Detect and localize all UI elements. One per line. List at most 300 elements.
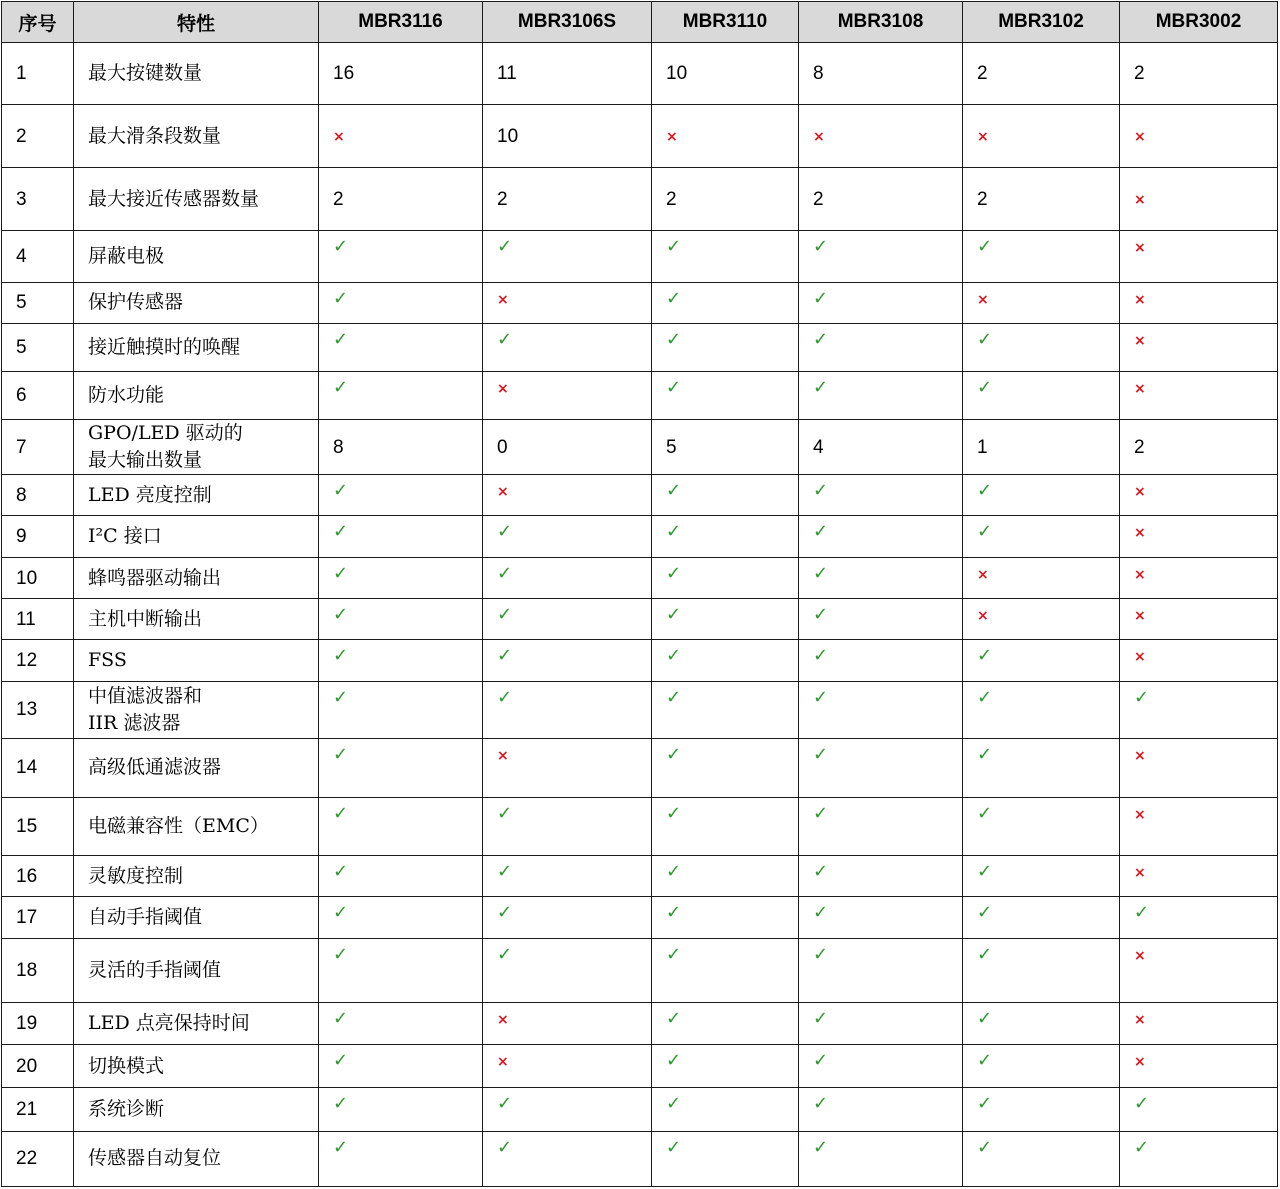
support-cell [652, 681, 799, 738]
check-icon: ✓ [497, 944, 513, 966]
cross-icon: × [1134, 525, 1146, 542]
table-row [2, 599, 1278, 640]
support-cell [483, 599, 652, 640]
cross-icon: × [1134, 567, 1146, 584]
check-icon: ✓ [497, 328, 513, 350]
check-icon: ✓ [666, 802, 682, 824]
feature-comparison-table [1, 1, 1278, 1187]
check-icon: ✓ [497, 604, 513, 626]
row-number: 10 [2, 558, 74, 599]
support-cell [1120, 231, 1278, 282]
check-icon: ✓ [497, 236, 513, 258]
support-cell [483, 516, 652, 558]
check-icon: ✓ [666, 1136, 682, 1158]
support-cell [319, 939, 483, 1003]
check-icon: ✓ [1134, 1092, 1150, 1114]
support-cell [652, 939, 799, 1003]
check-icon: ✓ [333, 521, 349, 543]
support-cell [1120, 1131, 1278, 1186]
check-icon: ✓ [333, 1050, 349, 1072]
check-icon: ✓ [666, 645, 682, 667]
support-cell [483, 323, 652, 371]
support-cell [1120, 1003, 1278, 1045]
support-cell [799, 1087, 963, 1131]
support-cell [652, 855, 799, 896]
table-row [2, 323, 1278, 371]
cross-icon: × [1134, 864, 1146, 881]
support-cell [483, 1003, 652, 1045]
value-cell: 2 [1120, 419, 1278, 474]
row-number: 5 [2, 323, 74, 371]
row-number: 4 [2, 231, 74, 282]
check-icon: ✓ [666, 686, 682, 708]
feature-name: 主机中断输出 [74, 599, 319, 640]
row-number: 13 [2, 681, 74, 738]
support-cell [963, 640, 1120, 681]
support-cell [799, 558, 963, 599]
cross-icon: × [813, 128, 825, 145]
check-icon: ✓ [333, 480, 349, 502]
row-number: 7 [2, 419, 74, 474]
row-number: 9 [2, 516, 74, 558]
feature-name: 最大滑条段数量 [74, 105, 319, 168]
header-cell-no: 序号 [2, 2, 74, 43]
support-cell [319, 797, 483, 855]
support-cell [963, 939, 1120, 1003]
support-cell [799, 231, 963, 282]
support-cell [799, 475, 963, 516]
support-cell [319, 105, 483, 168]
table-row [2, 855, 1278, 896]
support-cell [1120, 855, 1278, 896]
table-row [2, 282, 1278, 323]
cross-icon: × [1134, 128, 1146, 145]
check-icon: ✓ [977, 743, 993, 765]
check-icon: ✓ [813, 287, 829, 309]
check-icon: ✓ [977, 902, 993, 924]
cross-icon: × [1134, 948, 1146, 965]
support-cell [799, 1003, 963, 1045]
support-cell [483, 282, 652, 323]
feature-name: 中值滤波器和 IIR 滤波器 [74, 681, 319, 738]
check-icon: ✓ [666, 287, 682, 309]
cross-icon: × [1134, 649, 1146, 666]
check-icon: ✓ [977, 944, 993, 966]
check-icon: ✓ [977, 860, 993, 882]
cross-icon: × [497, 747, 509, 764]
check-icon: ✓ [977, 1050, 993, 1072]
check-icon: ✓ [333, 686, 349, 708]
cross-icon: × [1134, 608, 1146, 625]
support-cell [799, 797, 963, 855]
value-cell: 8 [319, 419, 483, 474]
cross-icon: × [1134, 1054, 1146, 1071]
check-icon: ✓ [666, 902, 682, 924]
check-icon: ✓ [333, 860, 349, 882]
support-cell [1120, 1087, 1278, 1131]
check-icon: ✓ [813, 944, 829, 966]
cross-icon: × [497, 1012, 509, 1029]
feature-name: 蜂鸣器驱动输出 [74, 558, 319, 599]
check-icon: ✓ [333, 802, 349, 824]
cross-icon: × [497, 1054, 509, 1071]
check-icon: ✓ [977, 236, 993, 258]
check-icon: ✓ [813, 743, 829, 765]
check-icon: ✓ [1134, 686, 1150, 708]
support-cell [483, 797, 652, 855]
feature-name: 保护传感器 [74, 282, 319, 323]
check-icon: ✓ [813, 521, 829, 543]
check-icon: ✓ [333, 1136, 349, 1158]
value-cell: 2 [963, 168, 1120, 231]
value-cell: 2 [1120, 43, 1278, 105]
row-number: 8 [2, 475, 74, 516]
check-icon: ✓ [666, 1092, 682, 1114]
support-cell [319, 897, 483, 939]
support-cell [652, 897, 799, 939]
support-cell [319, 1131, 483, 1186]
value-cell: 0 [483, 419, 652, 474]
row-number: 22 [2, 1131, 74, 1186]
check-icon: ✓ [333, 328, 349, 350]
support-cell [1120, 168, 1278, 231]
table-row [2, 1045, 1278, 1087]
support-cell [963, 371, 1120, 419]
support-cell [652, 599, 799, 640]
check-icon: ✓ [333, 1092, 349, 1114]
value-cell: 8 [799, 43, 963, 105]
check-icon: ✓ [813, 645, 829, 667]
check-icon: ✓ [333, 944, 349, 966]
row-number: 16 [2, 855, 74, 896]
cross-icon: × [1134, 1012, 1146, 1029]
cross-icon: × [1134, 747, 1146, 764]
table-row [2, 168, 1278, 231]
feature-name: 屏蔽电极 [74, 231, 319, 282]
row-number: 3 [2, 168, 74, 231]
support-cell [319, 231, 483, 282]
check-icon: ✓ [813, 1092, 829, 1114]
table-row [2, 681, 1278, 738]
header-cell-mbr3110: MBR3110 [652, 2, 799, 43]
support-cell [652, 1131, 799, 1186]
support-cell [652, 475, 799, 516]
cross-icon: × [333, 128, 345, 145]
check-icon: ✓ [977, 1092, 993, 1114]
support-cell [319, 558, 483, 599]
check-icon: ✓ [977, 802, 993, 824]
check-icon: ✓ [333, 604, 349, 626]
row-number: 17 [2, 897, 74, 939]
cross-icon: × [1134, 806, 1146, 823]
feature-name: I²C 接口 [74, 516, 319, 558]
feature-name: 灵活的手指阈值 [74, 939, 319, 1003]
header-cell-mbr3102: MBR3102 [963, 2, 1120, 43]
row-number: 6 [2, 371, 74, 419]
support-cell [652, 738, 799, 797]
feature-name: LED 点亮保持时间 [74, 1003, 319, 1045]
header-cell-mbr3106s: MBR3106S [483, 2, 652, 43]
support-cell [799, 939, 963, 1003]
cross-icon: × [1134, 484, 1146, 501]
check-icon: ✓ [497, 1136, 513, 1158]
check-icon: ✓ [666, 328, 682, 350]
support-cell [799, 738, 963, 797]
cross-icon: × [977, 291, 989, 308]
check-icon: ✓ [813, 236, 829, 258]
check-icon: ✓ [497, 686, 513, 708]
table-row [2, 939, 1278, 1003]
support-cell [1120, 516, 1278, 558]
support-cell [483, 897, 652, 939]
support-cell [963, 231, 1120, 282]
support-cell [483, 1131, 652, 1186]
support-cell [1120, 738, 1278, 797]
support-cell [652, 371, 799, 419]
value-cell: 2 [652, 168, 799, 231]
support-cell [319, 516, 483, 558]
row-number: 14 [2, 738, 74, 797]
check-icon: ✓ [813, 480, 829, 502]
cross-icon: × [1134, 191, 1146, 208]
support-cell [963, 105, 1120, 168]
table-row [2, 738, 1278, 797]
support-cell [963, 599, 1120, 640]
check-icon: ✓ [813, 1136, 829, 1158]
support-cell [799, 282, 963, 323]
support-cell [799, 681, 963, 738]
support-cell [483, 231, 652, 282]
support-cell [652, 282, 799, 323]
check-icon: ✓ [666, 860, 682, 882]
support-cell [799, 323, 963, 371]
row-number: 12 [2, 640, 74, 681]
cross-icon: × [1134, 380, 1146, 397]
feature-name: GPO/LED 驱动的 最大输出数量 [74, 419, 319, 474]
check-icon: ✓ [497, 645, 513, 667]
check-icon: ✓ [977, 1008, 993, 1030]
cross-icon: × [497, 380, 509, 397]
cross-icon: × [497, 484, 509, 501]
support-cell [963, 558, 1120, 599]
feature-name: LED 亮度控制 [74, 475, 319, 516]
support-cell [319, 599, 483, 640]
row-number: 19 [2, 1003, 74, 1045]
check-icon: ✓ [1134, 902, 1150, 924]
support-cell [1120, 939, 1278, 1003]
value-cell: 11 [483, 43, 652, 105]
check-icon: ✓ [497, 802, 513, 824]
check-icon: ✓ [813, 1050, 829, 1072]
value-cell: 2 [963, 43, 1120, 105]
support-cell [1120, 599, 1278, 640]
header-cell-mbr3116: MBR3116 [319, 2, 483, 43]
support-cell [652, 1003, 799, 1045]
support-cell [483, 939, 652, 1003]
table-row [2, 558, 1278, 599]
check-icon: ✓ [977, 686, 993, 708]
support-cell [799, 640, 963, 681]
support-cell [1120, 640, 1278, 681]
value-cell: 4 [799, 419, 963, 474]
support-cell [799, 855, 963, 896]
check-icon: ✓ [977, 376, 993, 398]
support-cell [483, 475, 652, 516]
row-number: 11 [2, 599, 74, 640]
check-icon: ✓ [333, 287, 349, 309]
value-cell: 10 [652, 43, 799, 105]
support-cell [799, 599, 963, 640]
feature-name: 最大按键数量 [74, 43, 319, 105]
support-cell [319, 1045, 483, 1087]
cross-icon: × [977, 567, 989, 584]
check-icon: ✓ [977, 328, 993, 350]
check-icon: ✓ [813, 860, 829, 882]
check-icon: ✓ [333, 236, 349, 258]
check-icon: ✓ [666, 376, 682, 398]
support-cell [483, 371, 652, 419]
feature-name: 电磁兼容性（EMC） [74, 797, 319, 855]
check-icon: ✓ [813, 604, 829, 626]
feature-name: 最大接近传感器数量 [74, 168, 319, 231]
support-cell [963, 323, 1120, 371]
support-cell [1120, 105, 1278, 168]
support-cell [652, 640, 799, 681]
value-cell: 10 [483, 105, 652, 168]
row-number: 5 [2, 282, 74, 323]
support-cell [319, 323, 483, 371]
support-cell [1120, 558, 1278, 599]
support-cell [1120, 797, 1278, 855]
check-icon: ✓ [813, 376, 829, 398]
support-cell [483, 558, 652, 599]
check-icon: ✓ [1134, 1136, 1150, 1158]
support-cell [319, 475, 483, 516]
support-cell [652, 558, 799, 599]
check-icon: ✓ [977, 521, 993, 543]
support-cell [483, 1087, 652, 1131]
check-icon: ✓ [813, 328, 829, 350]
support-cell [319, 640, 483, 681]
support-cell [1120, 475, 1278, 516]
check-icon: ✓ [333, 563, 349, 585]
support-cell [652, 231, 799, 282]
header-cell-mbr3002: MBR3002 [1120, 2, 1278, 43]
support-cell [963, 897, 1120, 939]
table-row [2, 640, 1278, 681]
check-icon: ✓ [813, 1008, 829, 1030]
header-cell-mbr3108: MBR3108 [799, 2, 963, 43]
support-cell [483, 855, 652, 896]
table-row [2, 516, 1278, 558]
support-cell [799, 1131, 963, 1186]
check-icon: ✓ [497, 563, 513, 585]
value-cell: 2 [483, 168, 652, 231]
check-icon: ✓ [666, 944, 682, 966]
feature-name: 自动手指阈值 [74, 897, 319, 939]
cross-icon: × [977, 128, 989, 145]
value-cell: 16 [319, 43, 483, 105]
check-icon: ✓ [333, 645, 349, 667]
check-icon: ✓ [666, 1008, 682, 1030]
feature-name: 接近触摸时的唤醒 [74, 323, 319, 371]
support-cell [319, 1003, 483, 1045]
cross-icon: × [977, 608, 989, 625]
row-number: 2 [2, 105, 74, 168]
cross-icon: × [497, 291, 509, 308]
check-icon: ✓ [333, 376, 349, 398]
support-cell [652, 323, 799, 371]
check-icon: ✓ [666, 604, 682, 626]
cross-icon: × [666, 128, 678, 145]
check-icon: ✓ [666, 563, 682, 585]
value-cell: 2 [799, 168, 963, 231]
table-row [2, 43, 1278, 105]
support-cell [799, 1045, 963, 1087]
support-cell [319, 282, 483, 323]
support-cell [963, 516, 1120, 558]
row-number: 1 [2, 43, 74, 105]
row-number: 21 [2, 1087, 74, 1131]
feature-name: 切换模式 [74, 1045, 319, 1087]
support-cell [483, 640, 652, 681]
table-row [2, 105, 1278, 168]
row-number: 18 [2, 939, 74, 1003]
support-cell [319, 1087, 483, 1131]
support-cell [799, 105, 963, 168]
check-icon: ✓ [666, 480, 682, 502]
support-cell [963, 1087, 1120, 1131]
support-cell [1120, 681, 1278, 738]
support-cell [319, 738, 483, 797]
support-cell [799, 371, 963, 419]
support-cell [483, 1045, 652, 1087]
check-icon: ✓ [813, 686, 829, 708]
check-icon: ✓ [813, 802, 829, 824]
check-icon: ✓ [977, 645, 993, 667]
feature-name: 高级低通滤波器 [74, 738, 319, 797]
feature-name: FSS [74, 640, 319, 681]
check-icon: ✓ [813, 902, 829, 924]
table-body [2, 43, 1278, 1187]
support-cell [963, 1131, 1120, 1186]
feature-name: 系统诊断 [74, 1087, 319, 1131]
feature-name: 防水功能 [74, 371, 319, 419]
check-icon: ✓ [977, 1136, 993, 1158]
support-cell [963, 797, 1120, 855]
support-cell [652, 1045, 799, 1087]
support-cell [652, 516, 799, 558]
row-number: 20 [2, 1045, 74, 1087]
table-row [2, 897, 1278, 939]
support-cell [799, 516, 963, 558]
header-row [2, 2, 1278, 43]
check-icon: ✓ [666, 236, 682, 258]
support-cell [963, 475, 1120, 516]
check-icon: ✓ [333, 743, 349, 765]
check-icon: ✓ [497, 521, 513, 543]
value-cell: 5 [652, 419, 799, 474]
check-icon: ✓ [977, 480, 993, 502]
support-cell [652, 105, 799, 168]
table-row [2, 797, 1278, 855]
table-row [2, 475, 1278, 516]
support-cell [963, 681, 1120, 738]
check-icon: ✓ [497, 902, 513, 924]
check-icon: ✓ [497, 1092, 513, 1114]
cross-icon: × [1134, 291, 1146, 308]
cross-icon: × [1134, 240, 1146, 257]
